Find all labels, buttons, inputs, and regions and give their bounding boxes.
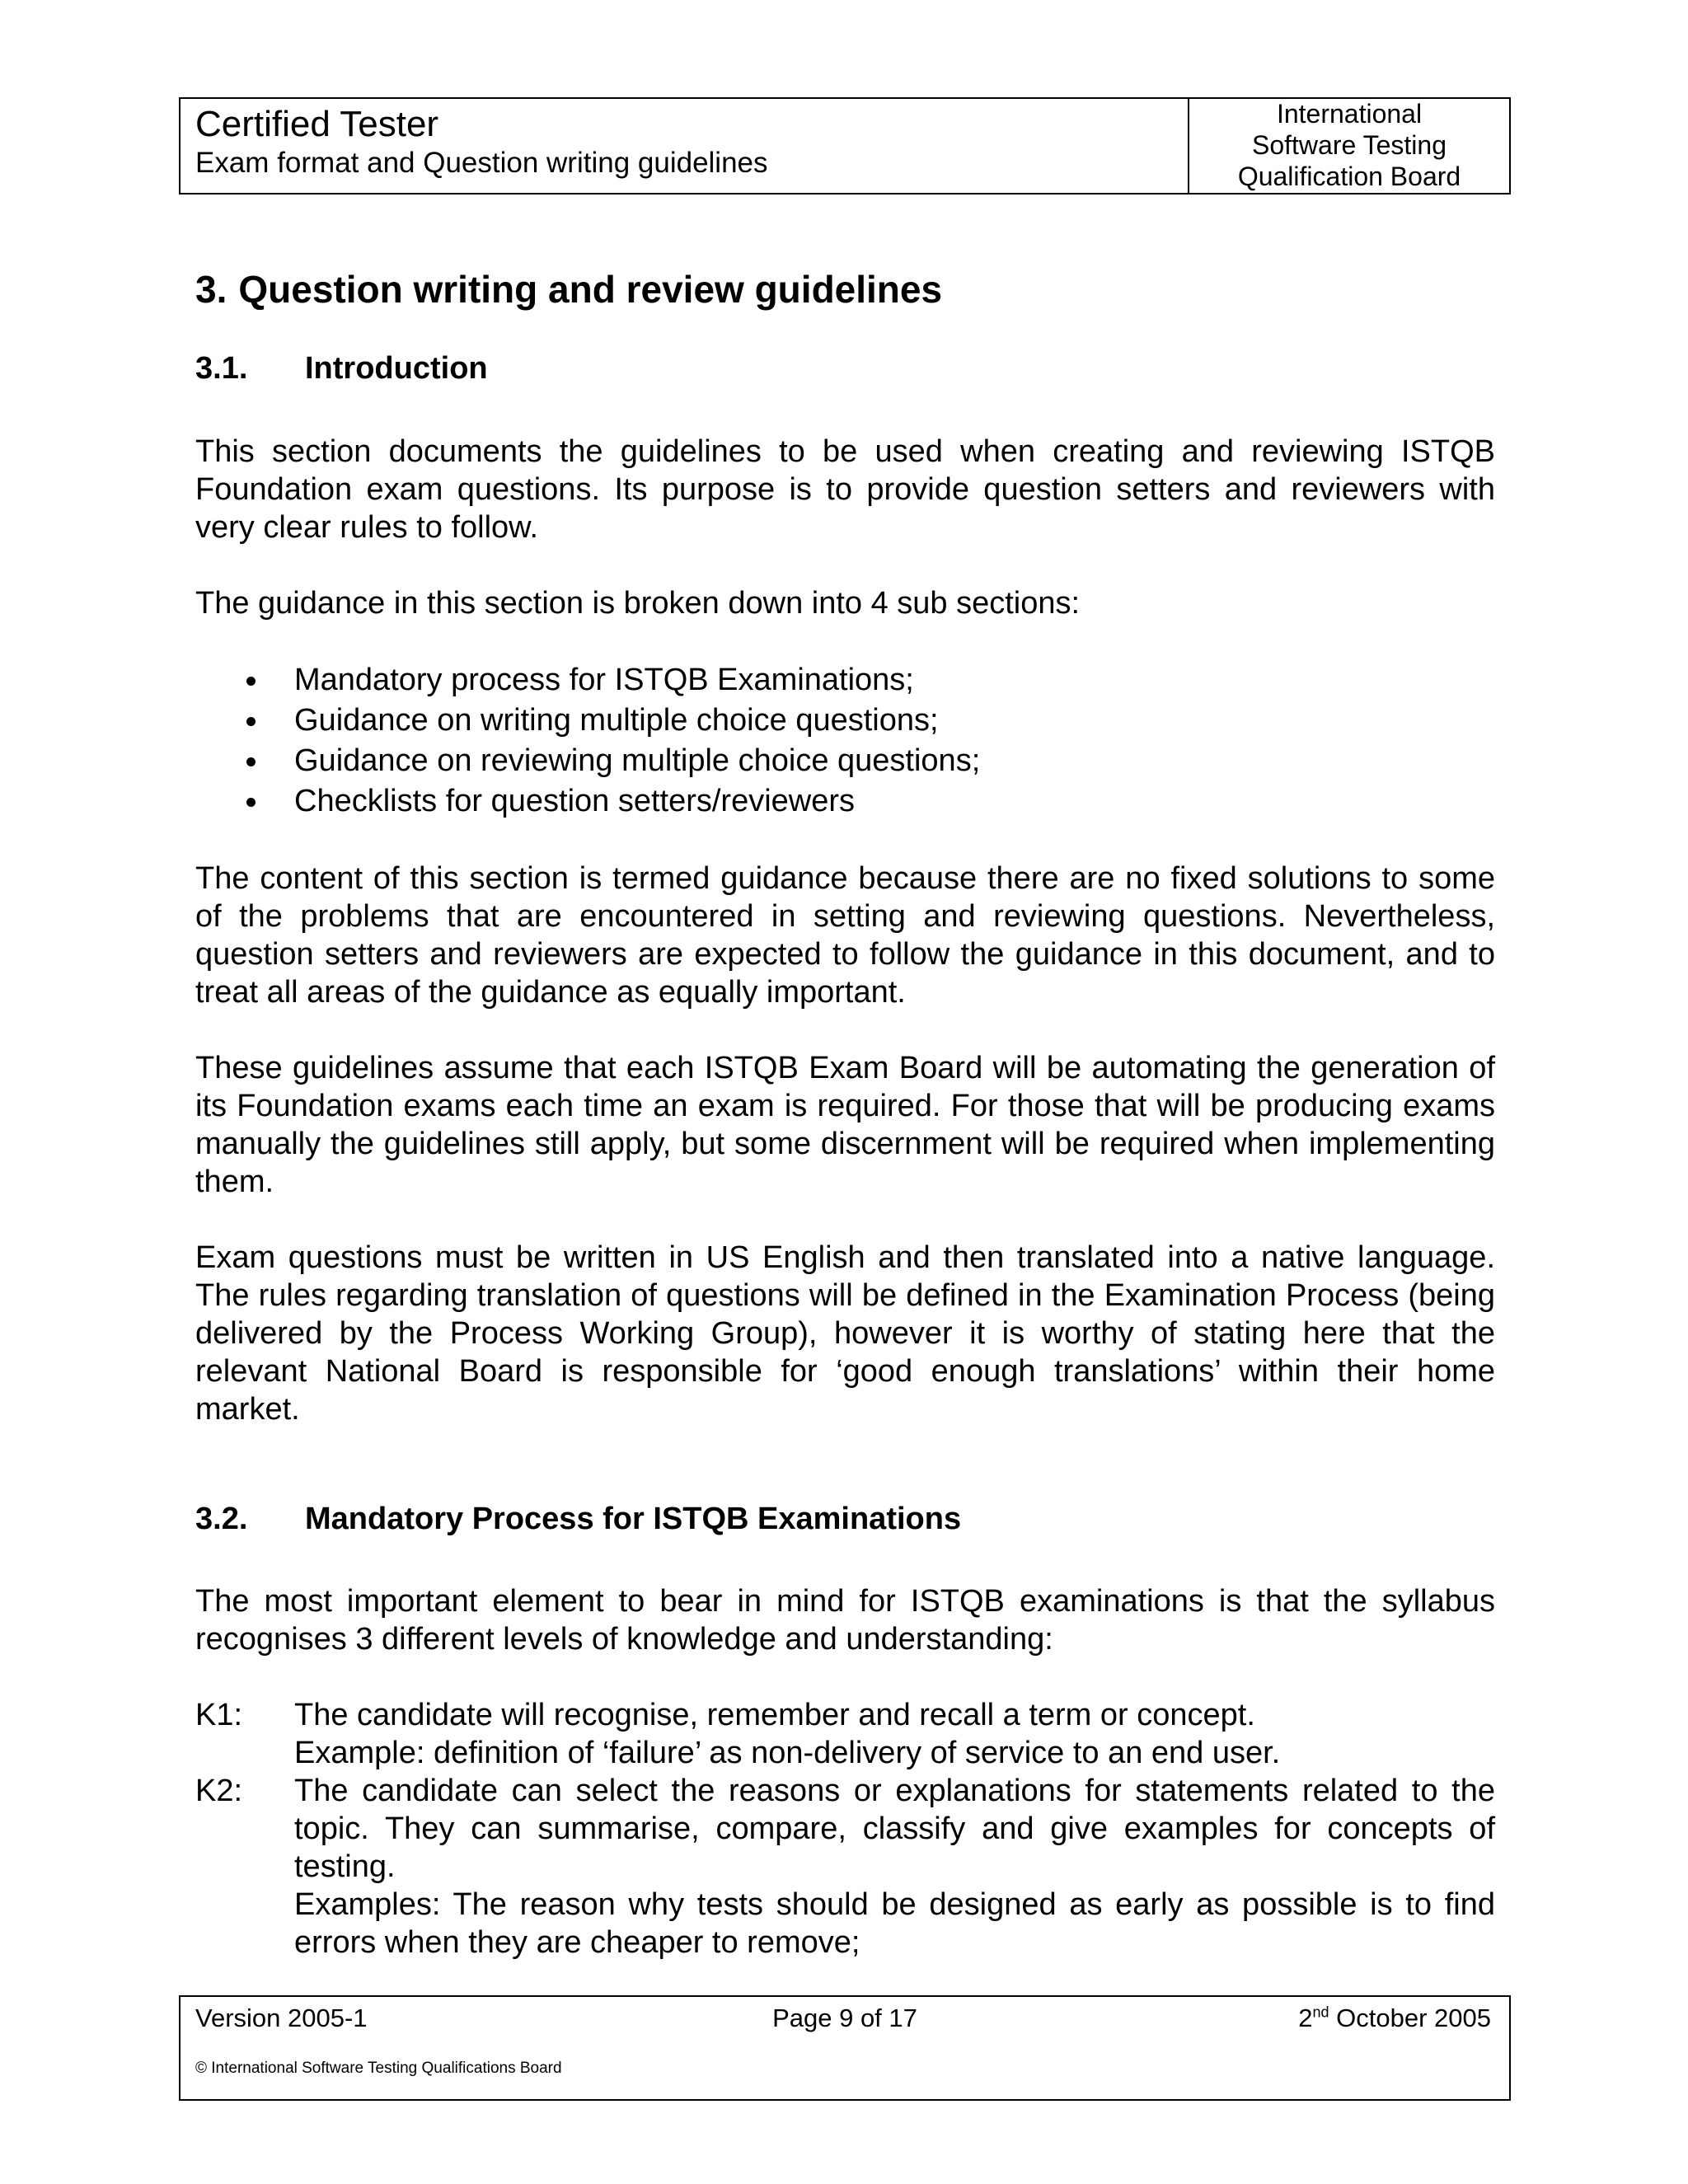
- header-org-cell: [1188, 99, 1509, 193]
- list-item-text: Mandatory process for ISTQB Examinations;: [294, 662, 914, 697]
- knowledge-level-k1: [195, 1696, 1495, 1772]
- knowledge-level-k2: [195, 1772, 1495, 1961]
- bullet-icon: [246, 798, 256, 807]
- subsection-number: 3.1.: [195, 351, 248, 387]
- paragraph: This section documents the guidelines to be used when creating and reviewing ISTQB Foundation exam questions. Its purpose is to provide question setters and reviewers with very clear rules to follow.: [195, 434, 1495, 545]
- subsection-heading: [195, 350, 1495, 388]
- k1-definition: The candidate will recognise, remember and recall a term or concept.: [294, 1698, 1255, 1733]
- k2-examples: Examples: The reason why tests should be designed as early as possible is to find errors when they are cheaper to remove;: [294, 1887, 1495, 1961]
- paragraph: These guidelines assume that each ISTQB Exam Board will be automating the generation of its Foundation exams each time an exam is required. For those that will be producing exams manually the guidelines still apply, but some discernment will be required when implementing them.: [195, 1050, 1495, 1199]
- footer-date: [1298, 2004, 1491, 2033]
- list-item: [195, 781, 1495, 822]
- footer-copyright: © International Software Testing Qualifications Board: [195, 2060, 562, 2077]
- footer-version: Version 2005-1: [195, 2004, 368, 2032]
- list-item-text: Checklists for question setters/reviewers: [294, 783, 856, 818]
- bullet-list: [195, 660, 1495, 822]
- footer-date-rest: October 2005: [1329, 2004, 1491, 2032]
- section-heading: [195, 267, 1495, 312]
- list-item-text: Guidance on writing multiple choice questions;: [294, 702, 939, 738]
- list-item: [195, 701, 1495, 741]
- header-title: Certified Tester: [195, 104, 439, 144]
- header-org-line: Qualification Board: [1237, 161, 1461, 191]
- knowledge-level-label: K2:: [195, 1774, 243, 1809]
- paragraph: The content of this section is termed guidance because there are no fixed solutions to some of the problems that are encountered in setting and reviewing questions. Nevertheless, question setters and reviewers are expected to follow the guidance in this document, and to treat all areas of the guidance as equally important.: [195, 860, 1495, 1010]
- subsection-heading: [195, 1501, 1495, 1539]
- subsection-title: Mandatory Process for ISTQB Examinations: [305, 1501, 962, 1536]
- footer-date-day: 2: [1298, 2004, 1313, 2032]
- page-footer: [179, 1995, 1511, 2101]
- list-item: [195, 660, 1495, 701]
- bullet-icon: [246, 717, 256, 726]
- header-org-line: Software Testing: [1252, 130, 1447, 161]
- list-item-text: Guidance on reviewing multiple choice questions;: [294, 743, 981, 778]
- section-number: 3.: [195, 268, 227, 311]
- subsection-title: Introduction: [305, 351, 488, 387]
- page-header: [179, 97, 1511, 194]
- paragraph: The most important element to bear in mind for ISTQB examinations is that the syllabus recognises 3 different levels of knowledge and understanding:: [195, 1584, 1495, 1657]
- bullet-icon: [246, 677, 256, 686]
- paragraph: The guidance in this section is broken down into 4 sub sections:: [195, 585, 1081, 621]
- list-item: [195, 741, 1495, 781]
- section-title: Question writing and review guidelines: [238, 268, 943, 311]
- page-content: [195, 262, 1495, 1961]
- knowledge-level-list: [195, 1696, 1495, 1961]
- knowledge-level-text: [294, 1772, 1495, 1961]
- header-subtitle: Exam format and Question writing guidelines: [195, 147, 768, 180]
- knowledge-level-label: K1:: [195, 1698, 243, 1733]
- k2-definition: The candidate can select the reasons or explanations for statements related to the topic. They can summarise, compare, classify and give examples for concepts of testing.: [294, 1774, 1495, 1885]
- paragraph: Exam questions must be written in US English and then translated into a native language. The rules regarding translation of questions will be defined in the Examination Process (being delivered by the Process Working Group), however it is worthy of stating here that the relevant National Board is responsible for ‘good enough translations’ within their home market.: [195, 1240, 1495, 1427]
- footer-date-suffix: nd: [1312, 2004, 1329, 2021]
- header-org-line: International: [1276, 99, 1423, 129]
- subsection-number: 3.2.: [195, 1501, 248, 1536]
- footer-page-number: Page 9 of 17: [772, 2004, 917, 2032]
- bullet-icon: [246, 757, 256, 766]
- knowledge-level-text: [294, 1696, 1495, 1772]
- header-title-cell: [181, 99, 1188, 193]
- k1-example: Example: definition of ‘failure’ as non-delivery of service to an end user.: [294, 1736, 1281, 1771]
